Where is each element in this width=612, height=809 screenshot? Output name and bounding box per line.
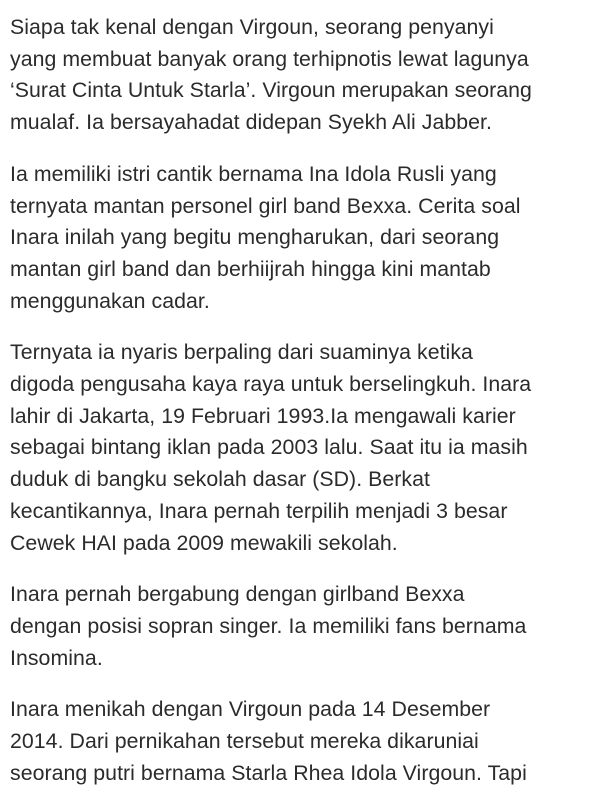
article-body — [10, 12, 606, 809]
paragraph-intro: Siapa tak kenal dengan Virgoun, seorang penyanyi yang membuat banyak orang terhipnotis lewat lagunya ‘Surat Cinta Untuk Starla’. Virgoun merupakan seorang mualaf. Ia bersayahadat didepan Syekh Ali Jabber. — [10, 15, 532, 135]
paragraph-girlband: Inara pernah bergabung dengan girlband Bexxa dengan posisi sopran singer. Ia memiliki fans bernama Insomina. — [10, 582, 527, 670]
paragraph-marriage: Inara menikah dengan Virgoun pada 14 Desember 2014. Dari pernikahan tersebut mereka dikaruniai seorang putri bernama Starla Rhea Idola Virgoun. Tapi — [10, 697, 527, 785]
paragraph-biography: Ternyata ia nyaris berpaling dari suaminya ketika digoda pengusaha kaya raya untuk berselingkuh. Inara lahir di Jakarta, 19 Februari 1993.Ia mengawali karier sebagai bintang iklan pada 2003 lalu. Saat itu ia masih duduk di bangku sekolah dasar (SD). Berkat kecantikannya, Inara pernah terpilih menjadi 3 besar Cewek HAI pada 2009 mewakili sekolah. — [10, 340, 532, 555]
paragraph-wife: Ia memiliki istri cantik bernama Ina Idola Rusli yang ternyata mantan personel girl band Bexxa. Cerita soal Inara inilah yang begitu mengharukan, dari seorang mantan girl band dan berhiijrah hingga kini mantab menggunakan cadar. — [10, 161, 521, 313]
